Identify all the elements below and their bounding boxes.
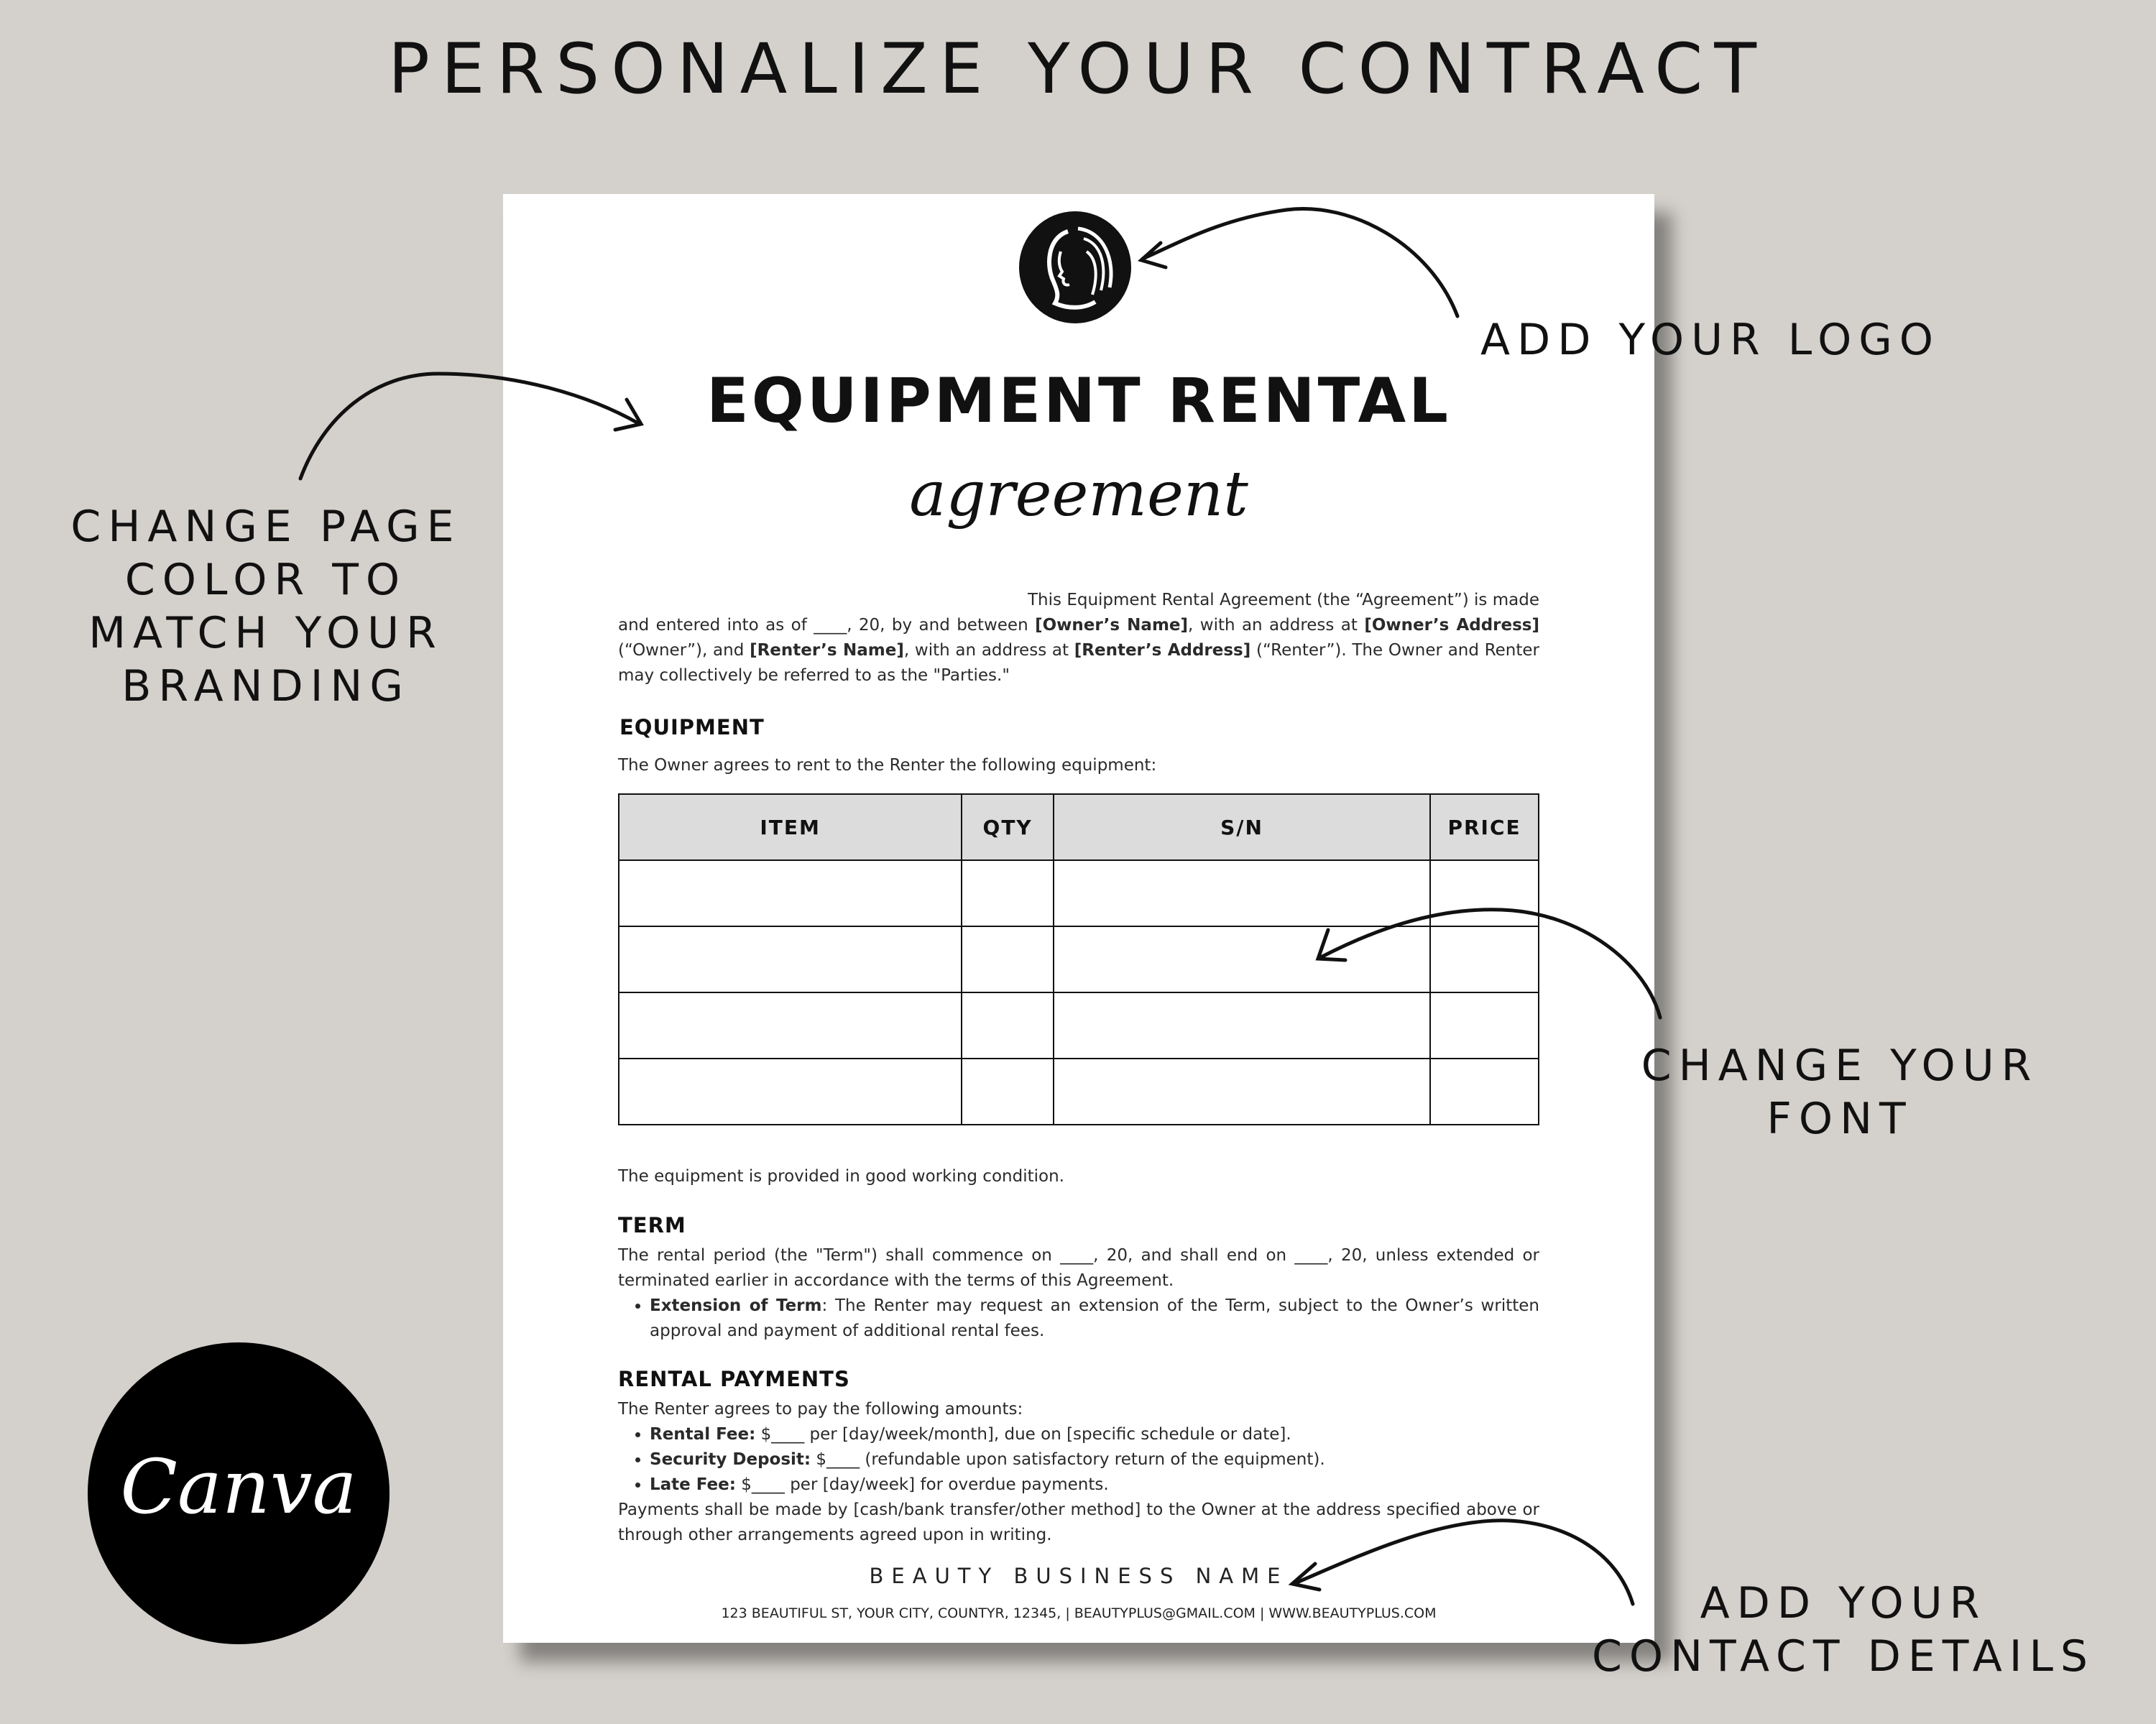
callout-line: COLOR TO: [124, 555, 407, 605]
canva-wordmark: Canva: [120, 1443, 357, 1531]
payments-lead: The Renter agrees to pay the following amounts:: [618, 1400, 1023, 1419]
callout-line: ADD YOUR: [1700, 1578, 1987, 1628]
document-subtitle: agreement: [909, 458, 1248, 530]
rental-payments-heading: RENTAL PAYMENTS: [618, 1367, 850, 1391]
callout-line: CHANGE YOUR: [1641, 1041, 2039, 1091]
equipment-heading: EQUIPMENT: [619, 715, 765, 739]
callout-line: CONTACT DETAILS: [1592, 1631, 2095, 1682]
intro-text: (“Owner”), and: [618, 641, 750, 660]
change-font-callout: [1588, 1039, 2091, 1146]
bullet-text: $____ per [day/week] for overdue payments.: [735, 1475, 1109, 1494]
callout-line: MATCH YOUR: [88, 608, 443, 658]
intro-text: , with an address at: [1188, 616, 1365, 635]
intro-text: , with an address at: [903, 641, 1074, 660]
owner-address-placeholder: [Owner’s Address]: [1364, 616, 1540, 635]
callout-line: FONT: [1766, 1094, 1913, 1144]
page-color-arrow-icon: [300, 374, 640, 479]
bullet-text: $____ per [day/week/month], due on [specific schedule or date].: [755, 1425, 1291, 1444]
callout-line: BRANDING: [121, 661, 410, 711]
renter-name-placeholder: [Renter’s Name]: [750, 641, 904, 660]
bullet-text: $____ (refundable upon satisfactory return of the equipment).: [811, 1450, 1325, 1469]
intro-text: (“Renter”). The Owner and Renter may collectively be referred to as the "Parties.": [618, 641, 1539, 685]
renter-address-placeholder: [Renter’s Address]: [1074, 641, 1251, 660]
contact-details: 123 BEAUTIFUL ST, YOUR CITY, COUNTYR, 12345, | BEAUTYPLUS@GMAIL.COM | WWW.BEAUTYPLUS.COM: [721, 1605, 1437, 1621]
change-page-color-callout: [29, 500, 503, 713]
callout-line: CHANGE PAGE: [70, 502, 461, 552]
term-paragraph: The rental period (the "Term") shall commence on ____, 20, and shall end on ____, 20, unless extended or terminated earlier in accordance with the terms of this Agreement.: [618, 1246, 1539, 1290]
add-contact-callout: [1552, 1577, 2134, 1683]
owner-name-placeholder: [Owner’s Name]: [1035, 616, 1189, 635]
equipment-lead: The Owner agrees to rent to the Renter the following equipment:: [618, 756, 1157, 775]
bullet-label: Late Fee:: [650, 1475, 736, 1494]
column-header-item: ITEM: [619, 794, 962, 860]
logo-arrow-icon: [1143, 208, 1457, 316]
bullet-text: : The Renter may request an extension of the Term, subject to the Owner’s written approval and payment of additional rental fees.: [650, 1296, 1539, 1340]
intro-text: This Equipment Rental Agreement (the “Agreement”) is made and entered into as of ____, 20, by and between: [618, 591, 1539, 635]
column-header-price: PRICE: [1430, 794, 1539, 860]
bullet-label: Rental Fee:: [650, 1425, 756, 1444]
column-header-qty: QTY: [962, 794, 1054, 860]
column-header-sn: S/N: [1054, 794, 1430, 860]
bullet-label: Extension of Term: [650, 1296, 822, 1315]
bullet-label: Security Deposit:: [650, 1450, 811, 1469]
term-heading: TERM: [618, 1213, 686, 1237]
document-title: EQUIPMENT RENTAL: [706, 365, 1451, 437]
payments-closing: Payments shall be made by [cash/bank transfer/other method] to the Owner at the address specified above or through other arrangements agreed upon in writing.: [618, 1501, 1539, 1544]
equipment-condition-note: The equipment is provided in good working condition.: [618, 1167, 1064, 1186]
headline: PERSONALIZE YOUR CONTRACT: [388, 29, 1768, 109]
canva-badge: [88, 1342, 390, 1644]
font-arrow-icon: [1321, 910, 1660, 1018]
add-logo-callout: ADD YOUR LOGO: [1480, 315, 1941, 365]
business-name: BEAUTY BUSINESS NAME: [869, 1564, 1289, 1588]
